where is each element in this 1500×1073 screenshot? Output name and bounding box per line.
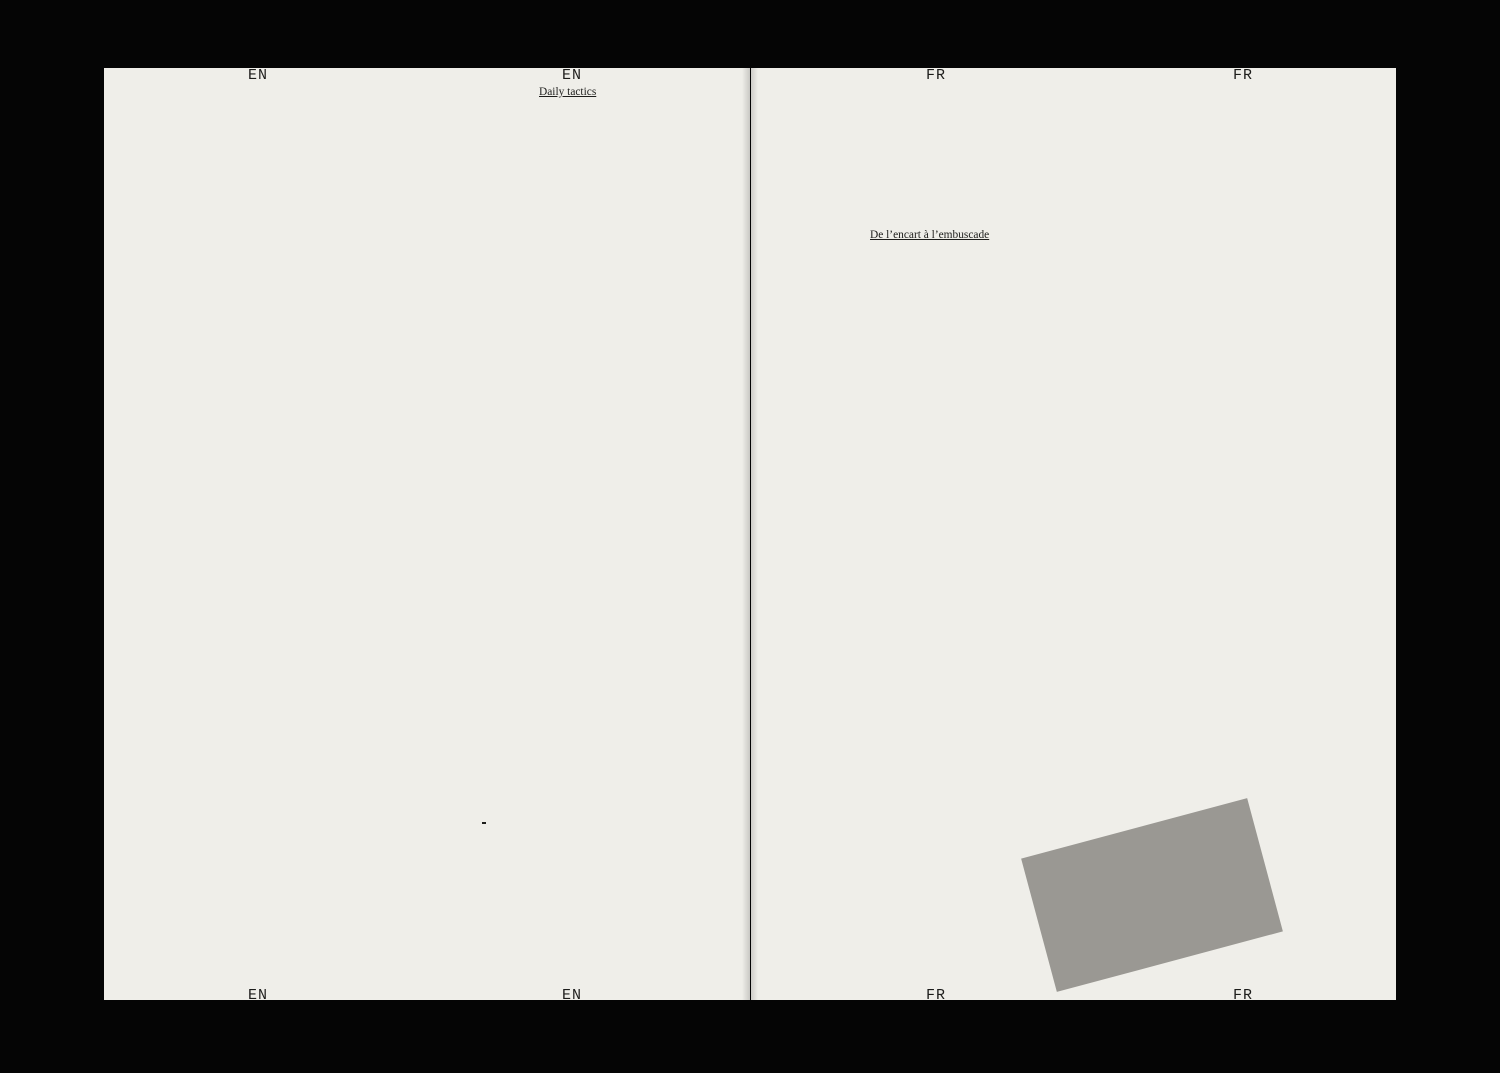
- lang-tag-right-page-right: FR: [1233, 67, 1254, 84]
- left-page-footnotes-col2: [472, 902, 722, 912]
- right-col1-paragraph-1: [785, 82, 1085, 95]
- lang-tag-bottom-left-page-right: EN: [562, 987, 583, 1004]
- stray-mark: [482, 822, 486, 824]
- lang-tag-bottom-right-page-right: FR: [1233, 987, 1254, 1004]
- footnote-41: [832, 938, 1064, 948]
- book-gutter: [742, 68, 758, 1000]
- right-page-footnote: [832, 938, 1064, 948]
- left-page-footnotes-col1: [158, 700, 406, 710]
- footnote-block-1: [158, 700, 406, 710]
- section-heading-fr: De l’encart à l’embuscade: [870, 229, 990, 241]
- left-col1-paragraph-1: [112, 88, 414, 101]
- lang-tag-bottom-left-page-left: EN: [248, 987, 269, 1004]
- left-col2-paragraph-1: [424, 110, 722, 123]
- lang-tag-bottom-right-page-left: FR: [926, 987, 947, 1004]
- lang-tag-left-page-right: EN: [562, 67, 583, 84]
- left-page-col1-body: [112, 88, 414, 101]
- lang-tag-right-page-left: FR: [926, 67, 947, 84]
- footnote-block-2: [472, 902, 722, 912]
- left-page: [104, 68, 750, 1000]
- lang-tag-left-page-left: EN: [248, 67, 269, 84]
- section-heading-daily-tactics: Daily tactics: [539, 86, 597, 98]
- right-page-col1-body: [785, 82, 1085, 95]
- side-caption-line: [1340, 570, 1354, 990]
- left-page-col2-body: [424, 110, 722, 123]
- side-caption: [1340, 570, 1354, 990]
